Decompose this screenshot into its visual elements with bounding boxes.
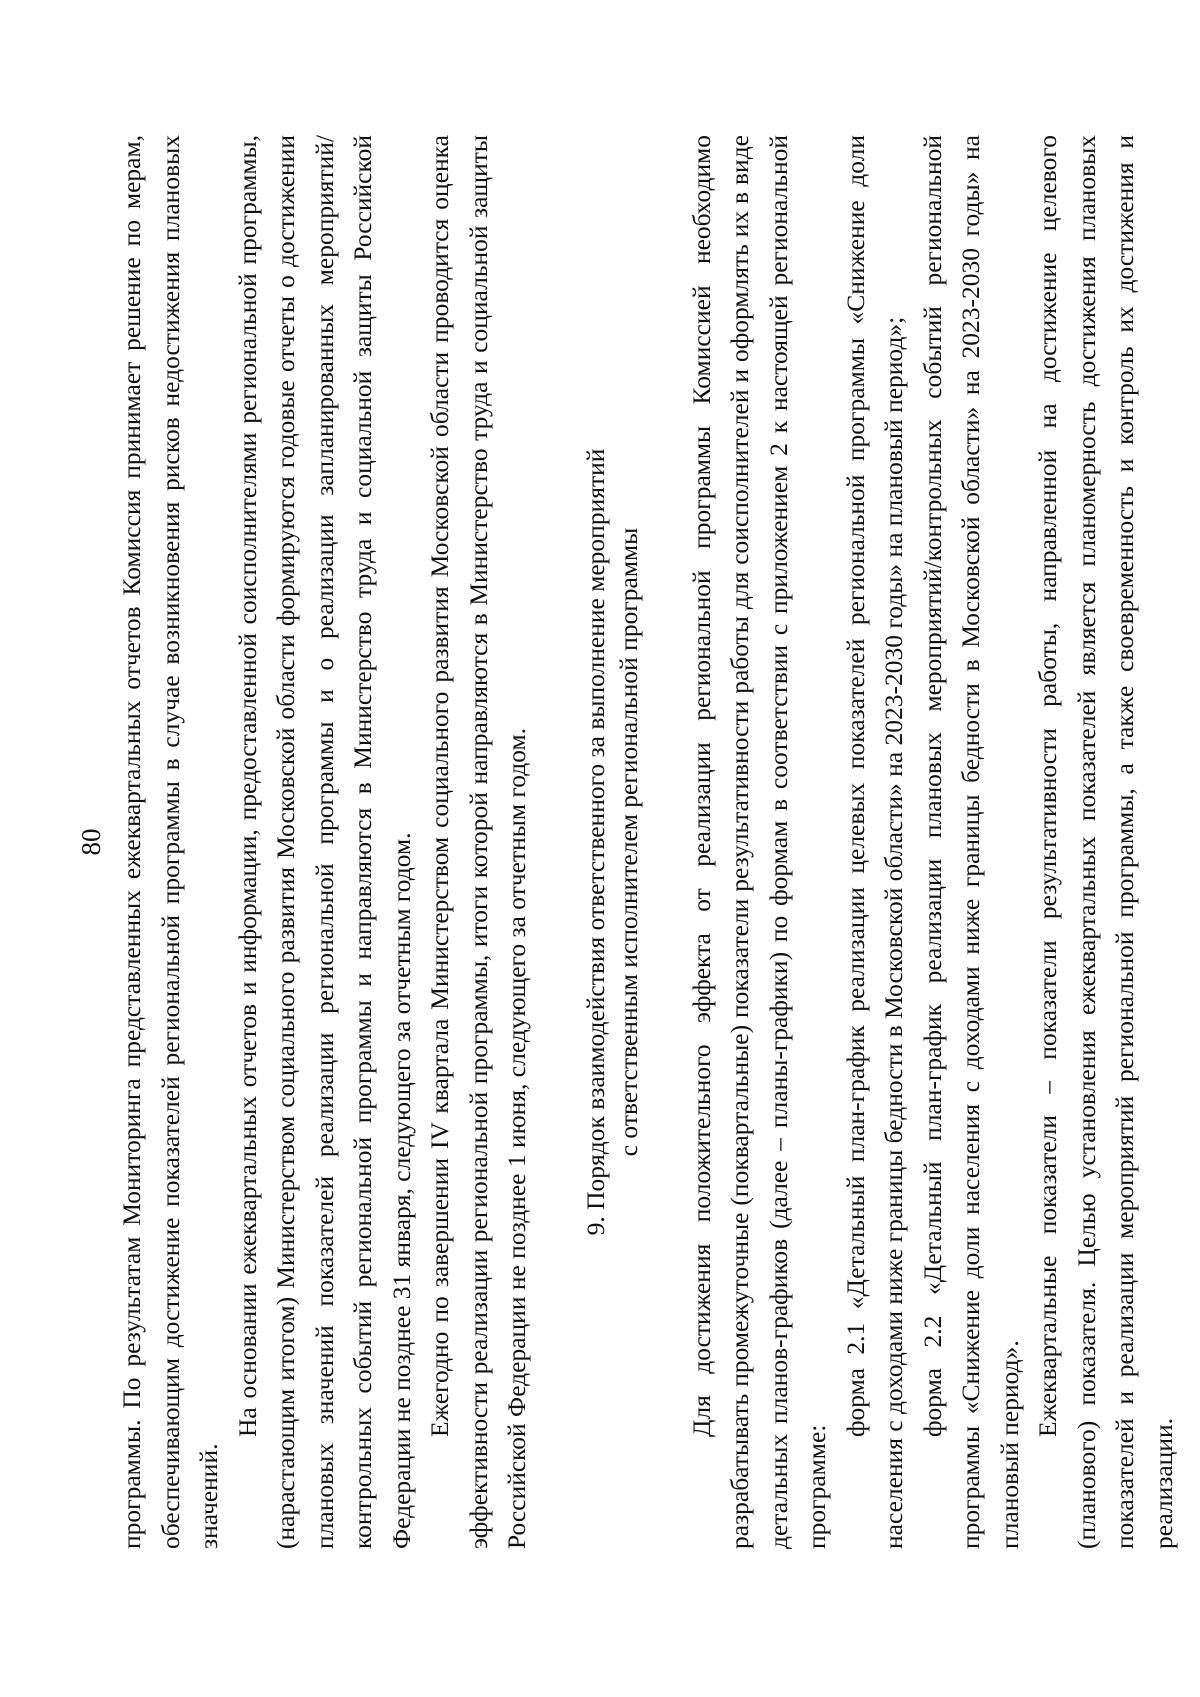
section-heading (579, 135, 645, 1549)
page-number: 80 (76, 828, 106, 856)
paragraph: Ежеквартальные показатели – показатели результативности работы, направленной на достижение целевого (планового) показателя. Целью установления ежеквартальных показателей является планомерность достижения плановых показателей и реализации мероприятий региональной программы, а также своевременность и контроль их достижения и реализации. (1033, 135, 1178, 1549)
paragraph: На основании ежеквартальных отчетов и информации, предоставленной соисполнителями региональной программы, (нарастающим итогом) Министерством социального развития Московской области формируются годовые отчеты о достижении плановых значений показателей реализации региональной программы и о реализации запланированных мероприятий/контрольных событий региональной программы и направляются в Министерство труда и социальной защиты Российской Федерации не позднее 31 января, следующего за отчетным годом. (232, 135, 416, 1549)
paragraph: Ежегодно по завершении IV квартала Министерством социального развития Московской области проводится оценка эффективности реализации региональной программы, итоги которой направляются в Министерство труда и социальной защиты Российской Федерации не позднее 1 июня, следующего за отчетным годом. (425, 135, 531, 1549)
paragraph: Для достижения положительного эффекта от реализации региональной программы Комиссией необходимо разрабатывать промежуточные (поквартальные) показатели результативности работы для соисполнителей и оформлять их в виде детальных планов-графиков (далее – планы-графики) по формам в соответствии с приложением 2 к настоящей региональной программе: (686, 135, 831, 1549)
section-heading-line-2: с ответственным исполнителем региональной программы (613, 527, 643, 1157)
paragraph: форма 2.1 «Детальный план-график реализации целевых показателей региональной программы «Снижение доли населения с доходами ниже границы бедности в Московской области» на 2023-2030 годы» на плановый период»; (840, 135, 908, 1549)
paragraph: форма 2.2 «Детальный план-график реализации плановых мероприятий/контрольных событий региональной программы «Снижение доли населения с доходами ниже границы бедности в Московской области» на 2023-2030 годы» на плановый период». (917, 135, 1024, 1549)
paragraphs-after-section (683, 135, 1184, 1549)
paragraph: программы. По результатам Мониторинга представленных ежеквартальных отчетов Комиссия принимает решение по мерам, обеспечивающим достижение показателей региональной программы в случае возникновения рисков недостижения плановых значений. (117, 135, 223, 1549)
paragraphs-before-section (113, 135, 537, 1549)
section-heading-line-1: 9. Порядок взаимодействия ответственного за выполнение мероприятий (580, 448, 610, 1236)
